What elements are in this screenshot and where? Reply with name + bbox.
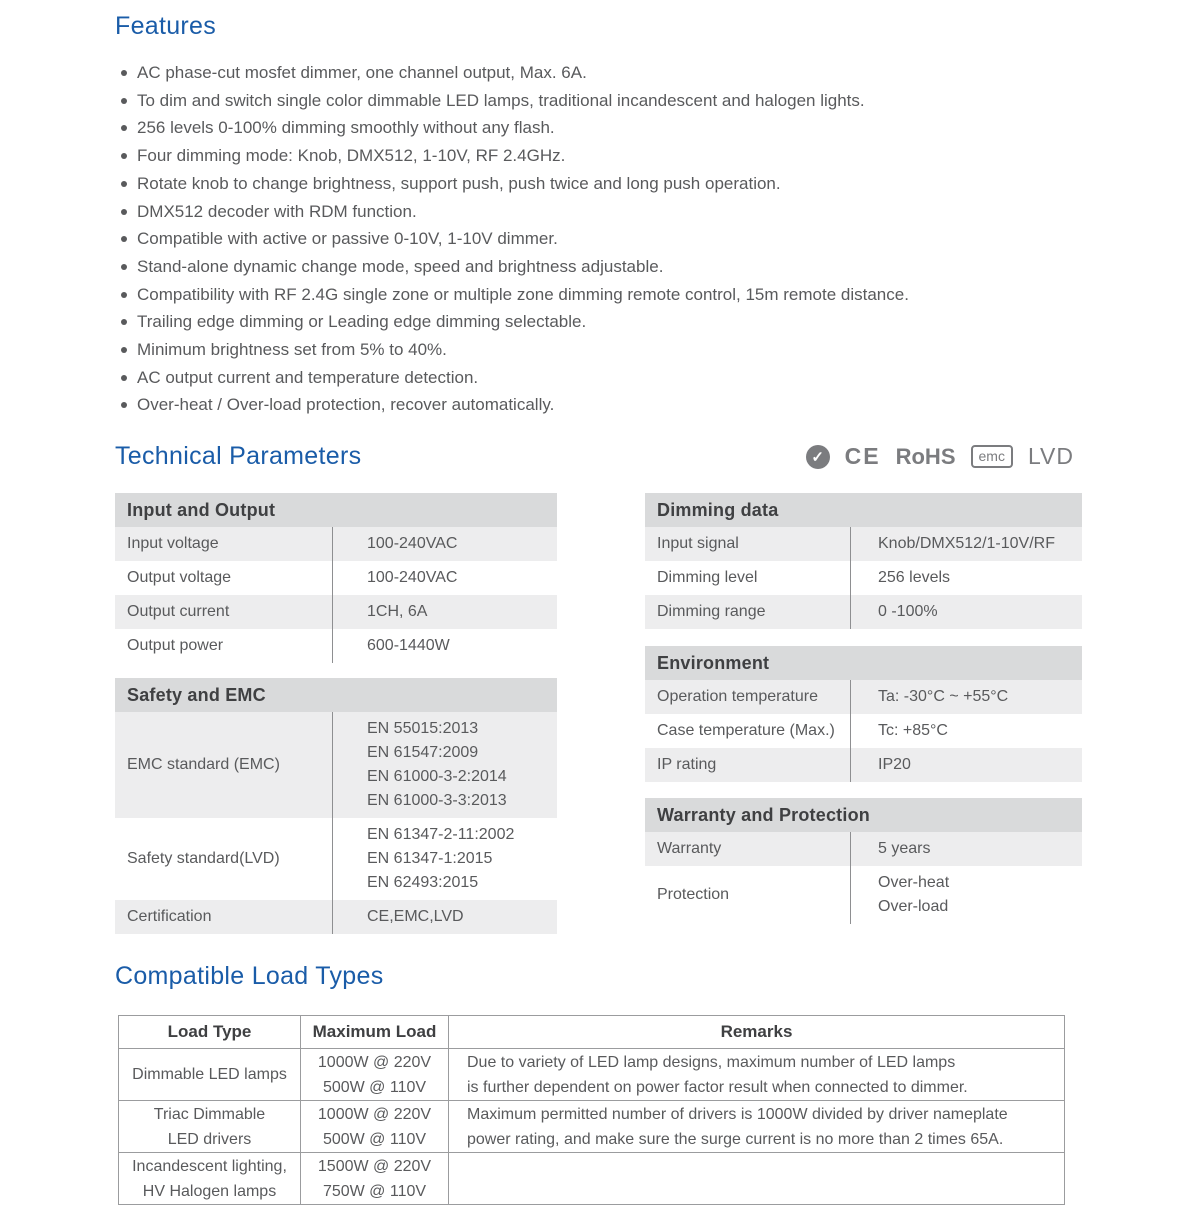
load-types-title: Compatible Load Types <box>115 962 384 991</box>
feature-text: Minimum brightness set from 5% to 40%. <box>137 340 447 360</box>
table-safety-emc <box>115 678 557 934</box>
value-line: EN 62493:2015 <box>367 874 479 892</box>
row-value: 100-240VAC <box>332 527 557 561</box>
feature-text: Rotate knob to change brightness, support push, push twice and long push operation. <box>137 173 781 193</box>
spec-tables <box>115 493 1082 934</box>
bullet-icon <box>121 264 127 270</box>
table-title: Input and Output <box>115 493 557 527</box>
feature-item <box>121 59 1082 87</box>
certification-marks <box>806 443 1082 470</box>
table-row <box>115 629 557 663</box>
features-section <box>115 12 1082 419</box>
table-row <box>645 561 1082 595</box>
feature-item <box>121 336 1082 364</box>
table-row <box>119 1153 1065 1205</box>
feature-text: Trailing edge dimming or Leading edge dimming selectable. <box>137 312 587 332</box>
row-value: Tc: +85°C <box>850 714 1082 748</box>
row-value <box>332 818 557 900</box>
row-label: Dimming range <box>657 603 766 621</box>
row-label: IP rating <box>657 756 717 774</box>
bullet-icon <box>121 292 127 298</box>
feature-text: Over-heat / Over-load protection, recover automatically. <box>137 395 555 415</box>
row-label: Warranty <box>657 840 722 858</box>
row-label: Input signal <box>657 535 739 553</box>
bullet-icon <box>121 98 127 104</box>
feature-text: Compatibility with RF 2.4G single zone or multiple zone dimming remote control, 15m remote distance. <box>137 284 909 304</box>
feature-item <box>121 364 1082 392</box>
row-value <box>850 866 1082 924</box>
load-type-cell <box>119 1153 301 1205</box>
row-label: Output current <box>127 603 230 621</box>
row-label: Case temperature (Max.) <box>657 722 835 740</box>
load-type-cell <box>119 1101 301 1153</box>
max-load-cell <box>301 1101 449 1153</box>
max-load-cell <box>301 1153 449 1205</box>
features-title: Features <box>115 12 217 40</box>
table-row <box>119 1049 1065 1101</box>
feature-text: DMX512 decoder with RDM function. <box>137 201 417 221</box>
feature-list <box>121 59 1082 419</box>
row-value: Knob/DMX512/1-10V/RF <box>850 527 1082 561</box>
table-row <box>115 900 557 934</box>
rohs-mark: RoHS <box>895 443 956 469</box>
table-environment <box>645 646 1082 782</box>
table-row <box>119 1101 1065 1153</box>
cell-line: 500W @ 110V <box>322 1078 427 1096</box>
cell-line: 750W @ 110V <box>322 1182 427 1200</box>
feature-text: AC phase-cut mosfet dimmer, one channel output, Max. 6A. <box>137 63 587 82</box>
table-row <box>645 680 1082 714</box>
bullet-icon <box>121 347 127 353</box>
table-row <box>115 527 557 561</box>
bullet-icon <box>121 319 127 325</box>
feature-item <box>121 281 1082 309</box>
table-row <box>115 561 557 595</box>
max-load-cell <box>301 1049 449 1101</box>
row-value: CE,EMC,LVD <box>332 900 557 934</box>
spec-column-right <box>645 493 1082 934</box>
cell-line: power rating, and make sure the surge current is no more than 2 times 65A. <box>467 1130 1004 1148</box>
feature-text: AC output current and temperature detection. <box>137 367 479 387</box>
value-line: EN 61347-1:2015 <box>367 850 493 868</box>
bullet-icon <box>121 70 127 76</box>
spec-column-left <box>115 493 557 934</box>
cell-line: Incandescent lighting, <box>132 1157 287 1175</box>
lvd-mark: LVD <box>1027 443 1074 470</box>
table-row <box>115 712 557 818</box>
feature-text: To dim and switch single color dimmable LED lamps, traditional incandescent and halogen lights. <box>137 90 865 110</box>
cell-line: 500W @ 110V <box>322 1130 427 1148</box>
feature-item <box>121 170 1082 198</box>
cell-line: LED drivers <box>167 1130 252 1148</box>
row-label: Certification <box>127 908 212 926</box>
row-label: Output power <box>127 637 224 655</box>
load-types-table <box>118 1015 1065 1205</box>
table-dimming-data <box>645 493 1082 629</box>
feature-item <box>121 114 1082 142</box>
table-row <box>645 714 1082 748</box>
value-line: EN 61347-2-11:2002 <box>367 826 515 844</box>
row-label: Safety standard(LVD) <box>127 850 280 868</box>
table-row <box>645 595 1082 629</box>
column-header: Load Type <box>119 1016 301 1049</box>
column-header: Maximum Load <box>301 1016 449 1049</box>
value-line: Over-load <box>878 898 949 916</box>
load-types-section <box>115 962 1082 1205</box>
feature-text: 256 levels 0-100% dimming smoothly without any flash. <box>137 118 555 138</box>
remarks-cell <box>449 1049 1065 1101</box>
bullet-icon <box>121 209 127 215</box>
emc-mark: emc <box>971 445 1013 468</box>
cell-line: 1000W @ 220V <box>317 1053 432 1071</box>
remarks-cell <box>449 1101 1065 1153</box>
value-line: EN 61000-3-2:2014 <box>367 768 507 786</box>
row-value: IP20 <box>850 748 1082 782</box>
table-row <box>115 818 557 900</box>
row-value: 0 -100% <box>850 595 1082 629</box>
row-label: Output voltage <box>127 569 232 587</box>
table-header-row <box>119 1016 1065 1049</box>
row-value <box>332 712 557 818</box>
bullet-icon <box>121 375 127 381</box>
row-label: Operation temperature <box>657 688 818 706</box>
feature-item <box>121 253 1082 281</box>
bullet-icon <box>121 402 127 408</box>
value-line: EN 61547:2009 <box>367 744 479 762</box>
table-row <box>645 866 1082 924</box>
table-row <box>645 527 1082 561</box>
table-title: Dimming data <box>645 493 1082 527</box>
feature-item <box>121 391 1082 419</box>
cell-line: HV Halogen lamps <box>142 1182 277 1200</box>
table-row <box>645 748 1082 782</box>
cell-line: Triac Dimmable <box>153 1105 266 1123</box>
table-title: Safety and EMC <box>115 678 557 712</box>
row-label: Input voltage <box>127 535 219 553</box>
table-row <box>115 595 557 629</box>
table-warranty-protection <box>645 798 1082 924</box>
cell-line: 1500W @ 220V <box>317 1157 432 1175</box>
bullet-icon <box>121 125 127 131</box>
cell-line: Maximum permitted number of drivers is 1000W divided by driver nameplate <box>467 1105 1008 1123</box>
feature-text: Four dimming mode: Knob, DMX512, 1-10V, RF 2.4GHz. <box>137 146 566 166</box>
cell-line: Dimmable LED lamps <box>132 1066 287 1084</box>
row-value: 100-240VAC <box>332 561 557 595</box>
row-label: EMC standard (EMC) <box>127 756 280 774</box>
column-header: Remarks <box>449 1016 1065 1049</box>
row-value: 5 years <box>850 832 1082 866</box>
row-value: Ta: -30°C ~ +55°C <box>850 680 1082 714</box>
table-title: Environment <box>645 646 1082 680</box>
feature-item <box>121 198 1082 226</box>
feature-item <box>121 142 1082 170</box>
table-title: Warranty and Protection <box>645 798 1082 832</box>
table-row <box>645 832 1082 866</box>
bullet-icon <box>121 181 127 187</box>
table-input-output <box>115 493 557 663</box>
feature-text: Stand-alone dynamic change mode, speed and brightness adjustable. <box>137 256 664 276</box>
ce-mark: CE <box>844 443 881 470</box>
cell-line: 1000W @ 220V <box>317 1105 432 1123</box>
row-value: 256 levels <box>850 561 1082 595</box>
technical-parameters-header <box>115 442 1082 471</box>
value-line: EN 55015:2013 <box>367 720 479 738</box>
rcm-tick-icon: ✓ <box>806 445 830 469</box>
feature-item <box>121 308 1082 336</box>
row-value: 600-1440W <box>332 629 557 663</box>
technical-parameters-title: Technical Parameters <box>115 442 362 471</box>
row-label: Protection <box>657 886 730 904</box>
cell-line: Due to variety of LED lamp designs, maximum number of LED lamps <box>467 1053 956 1071</box>
feature-text: Compatible with active or passive 0-10V, 1-10V dimmer. <box>137 229 558 249</box>
remarks-cell <box>449 1153 1065 1205</box>
row-value: 1CH, 6A <box>332 595 557 629</box>
value-line: Over-heat <box>878 874 950 892</box>
feature-item <box>121 225 1082 253</box>
bullet-icon <box>121 236 127 242</box>
bullet-icon <box>121 153 127 159</box>
value-line: EN 61000-3-3:2013 <box>367 792 507 810</box>
load-type-cell <box>119 1049 301 1101</box>
row-label: Dimming level <box>657 569 758 587</box>
cell-line: is further dependent on power factor result when connected to dimmer. <box>467 1078 968 1096</box>
feature-item <box>121 87 1082 115</box>
